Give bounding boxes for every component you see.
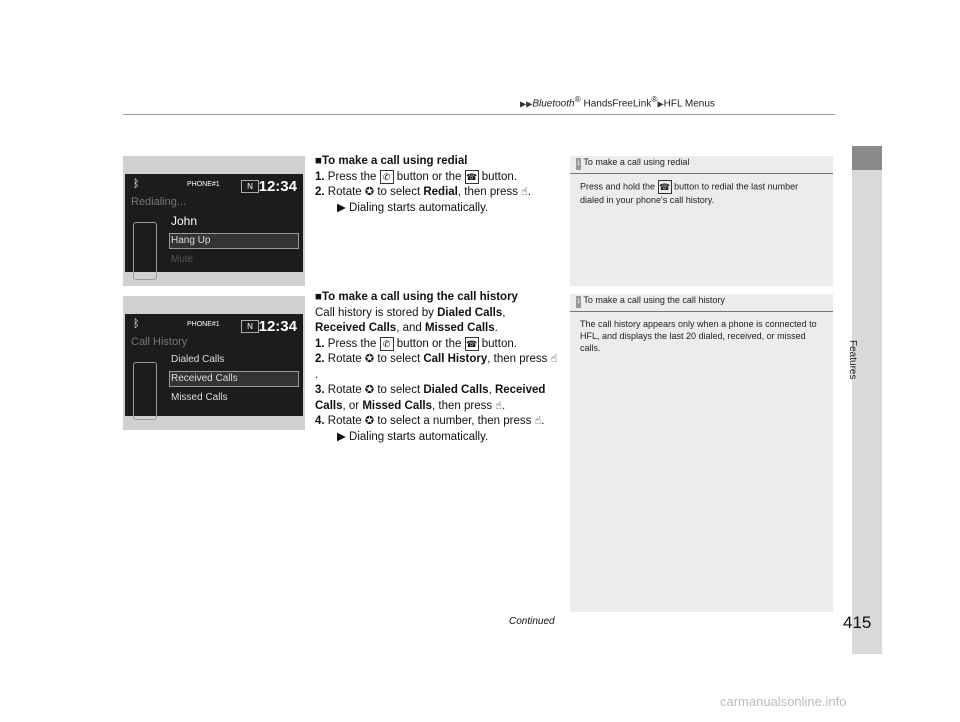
pickup-button-icon: ☎ (465, 338, 478, 349)
phone-button-icon: ✆ (380, 170, 394, 184)
watermark: carmanualsonline.info (720, 694, 847, 709)
selector-knob-icon: ✪ (364, 186, 375, 199)
screen-title: Redialing... (131, 196, 187, 208)
status-bar: ᛒ PHONE#1 N 12:34 (133, 318, 297, 335)
call-history-screen (123, 296, 305, 430)
handset-icon (133, 362, 157, 420)
side-tab-marker (852, 146, 882, 170)
contact-name: John (171, 214, 198, 228)
header-rule (123, 114, 835, 115)
pickup-button-icon: ☎ (465, 171, 478, 182)
hangup-item[interactable]: Hang Up (171, 235, 211, 246)
side-tab (852, 146, 882, 654)
breadcrumb: ▶▶Bluetooth® HandsFreeLink®▶HFL Menus (520, 94, 715, 110)
selector-knob-icon: ✪ (364, 384, 375, 397)
dialed-calls-item[interactable]: Dialed Calls (171, 354, 225, 365)
mute-item[interactable]: Mute (171, 254, 194, 265)
selector-knob-icon: ✪ (364, 415, 375, 428)
main-text: ■To make a call using redial 1. Press the ✆ button or the ☎ button. 2. Rotate ✪ to select Redial, then press ☝. ▶ Dialing starts automatically. ■To make a call using the call history Call history is stored by Dialed Calls, Received Calls, and Missed Calls. 1. Press the ✆ button or the ☎ button. 2. Rotate ✪ to select Call History, then press ☝. 3. Rotate ✪ to select Dialed Calls, Received Calls, or Missed Calls, then press ☝. 4. Rotate ✪ to select a number, then press ☝. ▶ Dialing starts automatically. (315, 154, 560, 445)
side-label: Features (847, 340, 858, 380)
note-redial: 1 To make a call using redial Press and hold the ☎ button to redial the last number dialed in your phone's call history. (570, 156, 833, 286)
handset-icon (133, 222, 157, 280)
note-call-history: 1 To make a call using the call history The call history appears only when a phone is connected to HFL, and displays the last 20 dialed, received, or missed calls. (570, 294, 833, 612)
press-knob-icon: ☝ (534, 415, 542, 428)
missed-calls-item[interactable]: Missed Calls (171, 392, 228, 403)
status-bar: ᛒ PHONE#1 N 12:34 (133, 178, 297, 195)
bluetooth-icon: ᛒ (133, 178, 140, 190)
continued-label: Continued (509, 616, 555, 627)
press-knob-icon: ☝ (495, 399, 502, 412)
redial-screen (123, 156, 305, 286)
received-calls-item[interactable]: Received Calls (171, 373, 238, 384)
section1-heading: ■To make a call using redial (315, 155, 468, 167)
selector-knob-icon: ✪ (364, 353, 375, 366)
press-knob-icon: ☝ (521, 186, 528, 199)
screen-title: Call History (131, 336, 188, 348)
page-number: 415 (843, 613, 872, 632)
press-knob-icon: ☝ (550, 353, 558, 366)
section2-heading: ■To make a call using the call history (315, 291, 518, 304)
bluetooth-icon: ᛒ (133, 318, 140, 330)
phone-button-icon: ✆ (380, 337, 394, 351)
pickup-button-icon: ☎ (658, 182, 671, 192)
